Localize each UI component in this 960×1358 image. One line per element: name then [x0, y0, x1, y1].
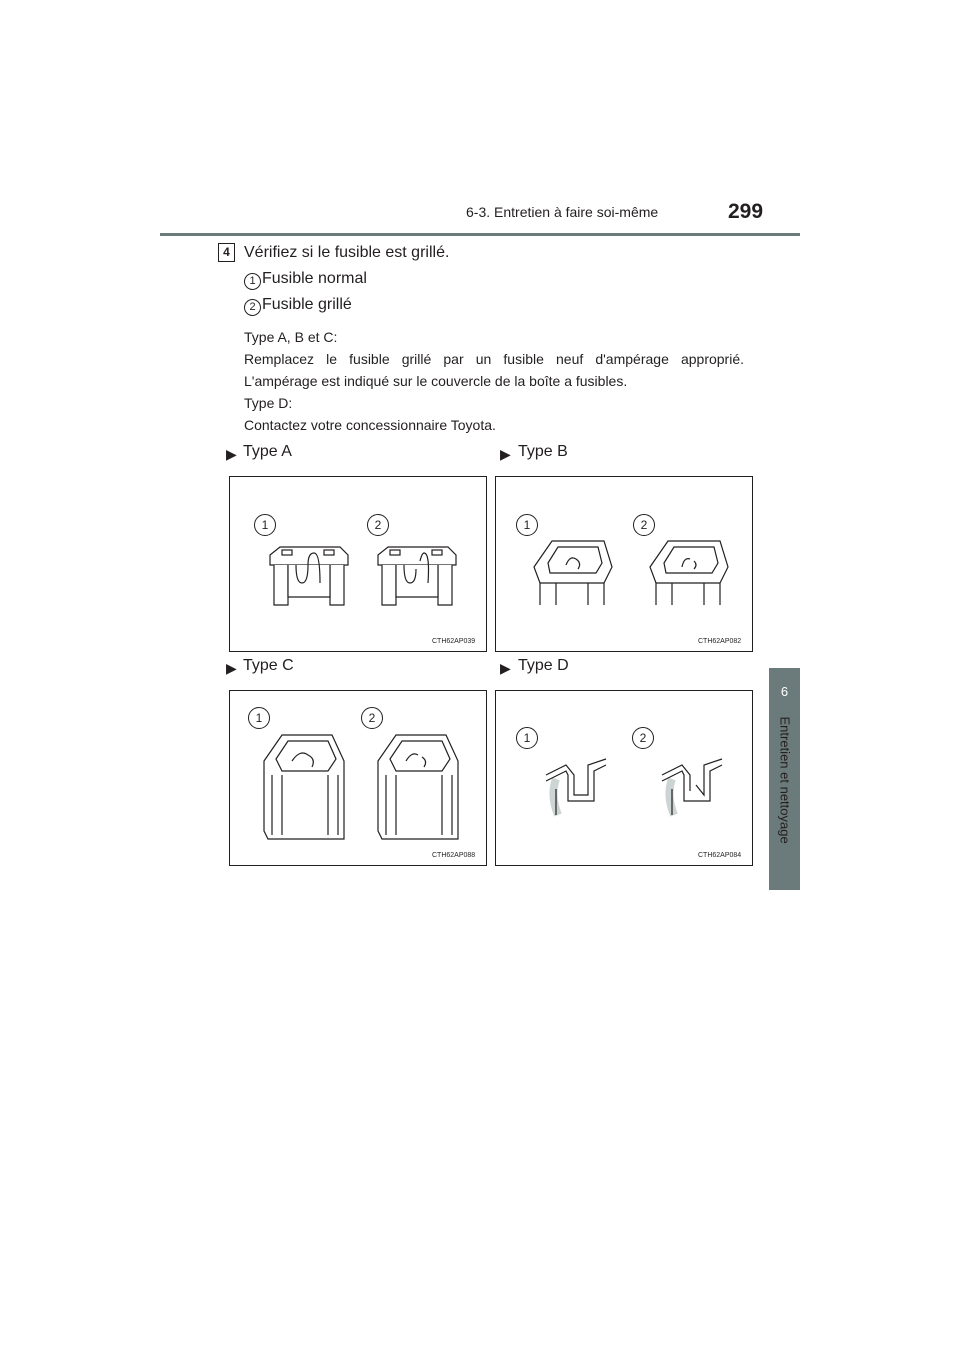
triangle-bullet-icon: ▶	[226, 446, 237, 462]
figure-callout-2: 2	[367, 514, 389, 536]
figure-type-b	[495, 476, 753, 652]
type-b-label: Type B	[518, 443, 568, 460]
figure-type-c	[229, 690, 487, 866]
figure-callout-1: 1	[516, 727, 538, 749]
note-d-heading: Type D:	[244, 395, 293, 411]
note-abc-heading: Type A, B et C:	[244, 329, 338, 345]
figure-callout-1: 1	[516, 514, 538, 536]
case-fuse-illustration	[258, 731, 468, 847]
figure-code: CTH62AP082	[698, 638, 742, 645]
type-c-label: Type C	[243, 657, 294, 674]
figure-code: CTH62AP039	[432, 638, 476, 645]
step-text: Vérifiez si le fusible est grillé.	[244, 244, 450, 261]
note-abc-line1: Remplacez le fusible grillé par un fusible neuf d'ampérage approprié.	[244, 351, 744, 367]
cartridge-fuse-illustration	[526, 533, 736, 607]
figure-type-d	[495, 690, 753, 866]
page-number: 299	[728, 200, 764, 223]
figure-type-a	[229, 476, 487, 652]
item-number-1: 1	[244, 273, 261, 290]
triangle-bullet-icon: ▶	[226, 660, 237, 676]
item-number-2: 2	[244, 299, 261, 316]
item-label-2: Fusible grillé	[262, 296, 352, 313]
figure-code: CTH62AP084	[698, 852, 742, 859]
figure-callout-2: 2	[632, 727, 654, 749]
chapter-label: Entretien et nettoyage	[777, 716, 793, 844]
figure-callout-2: 2	[633, 514, 655, 536]
step-number-box: 4	[218, 243, 235, 262]
type-d-label: Type D	[518, 657, 569, 674]
figure-callout-1: 1	[254, 514, 276, 536]
figure-code: CTH62AP088	[432, 852, 476, 859]
section-title: 6-3. Entretien à faire soi-même	[466, 204, 659, 220]
header-rule	[160, 233, 800, 236]
figure-callout-1: 1	[248, 707, 270, 729]
note-d-line1: Contactez votre concessionnaire Toyota.	[244, 417, 496, 433]
note-abc-line2: L'ampérage est indiqué sur le couvercle de la boîte a fusibles.	[244, 373, 628, 389]
fusible-link-illustration	[536, 755, 736, 825]
item-label-1: Fusible normal	[262, 270, 367, 287]
type-a-label: Type A	[243, 443, 292, 460]
triangle-bullet-icon: ▶	[500, 446, 511, 462]
figure-callout-2: 2	[361, 707, 383, 729]
triangle-bullet-icon: ▶	[500, 660, 511, 676]
chapter-number: 6	[780, 684, 789, 699]
blade-fuse-illustration	[260, 543, 460, 613]
